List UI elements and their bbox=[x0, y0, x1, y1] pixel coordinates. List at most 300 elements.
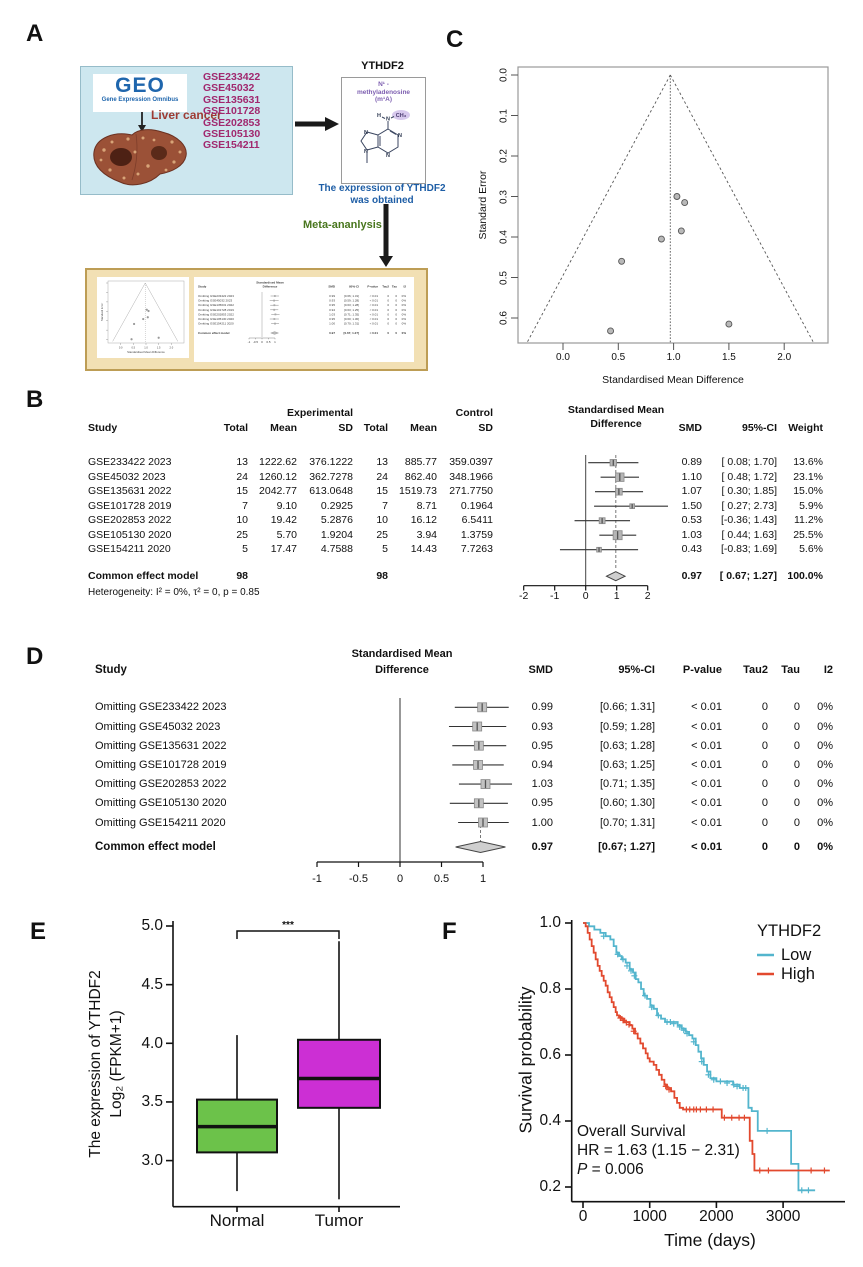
cell-2: 613.0648 bbox=[309, 485, 353, 498]
cell-5: 0.1964 bbox=[460, 499, 493, 512]
summary-ctrl-total: 98 bbox=[376, 570, 388, 583]
mini-cell: 0 bbox=[387, 303, 389, 308]
panel-f-label: F bbox=[442, 918, 457, 945]
cell-5: 359.0397 bbox=[449, 456, 493, 469]
cell-8: 5.6% bbox=[799, 543, 823, 556]
molecule-n-label: N bbox=[397, 132, 402, 139]
study-name: Omitting GSE101728 2019 bbox=[95, 759, 227, 772]
cell-3: 0 bbox=[761, 759, 768, 772]
cell-3: 7 bbox=[382, 499, 388, 512]
gse-dataset-item: GSE233422 bbox=[203, 71, 261, 83]
mini-study: Omitting GSE202853 2022 bbox=[198, 312, 234, 317]
cell-2: < 0.01 bbox=[691, 778, 722, 791]
mini-col-header: Tau bbox=[391, 284, 397, 289]
mini-col-header: 95%-CI bbox=[348, 284, 359, 289]
cell-0: 15 bbox=[236, 485, 248, 498]
molecule-label-line1: N¹ - bbox=[378, 81, 389, 88]
x-tick-label: 0 bbox=[578, 1208, 588, 1226]
mini-cell: < 0.01 bbox=[369, 303, 378, 308]
cell-0: 0.99 bbox=[531, 701, 553, 714]
study-name: GSE202853 2022 bbox=[88, 514, 172, 527]
gse-dataset-item: GSE154211 bbox=[203, 139, 260, 152]
cell-1: [0.60; 1.30] bbox=[599, 797, 655, 810]
funnel-point bbox=[682, 200, 688, 206]
mini-cell: [0.70; 1.31] bbox=[343, 321, 359, 326]
axis-tick-label: -0.5 bbox=[349, 873, 368, 886]
cell-0: 5 bbox=[242, 543, 248, 556]
cell-1: 2042.77 bbox=[259, 485, 297, 498]
y-tick-label: 1.0 bbox=[539, 914, 561, 932]
cell-3: 10 bbox=[376, 514, 388, 527]
mini-cell: 0 bbox=[395, 317, 397, 321]
annotation-line3 bbox=[577, 1160, 644, 1179]
funnel-right bbox=[670, 75, 814, 343]
cell-4: 0 bbox=[793, 739, 800, 752]
summary-smd: 0.97 bbox=[681, 570, 702, 583]
mini-cell: 0 bbox=[395, 298, 397, 303]
cell-7: [ 0.44; 1.63] bbox=[721, 528, 777, 541]
cell-5: 0% bbox=[817, 701, 833, 714]
mini-cell: [0.63; 1.25] bbox=[343, 307, 359, 312]
mini-summary-cell: 0% bbox=[401, 331, 406, 335]
forest-header-line1: Standardised Mean bbox=[351, 648, 453, 661]
mini-cell: 0.99 bbox=[329, 294, 335, 298]
study-name: GSE101728 2019 bbox=[88, 499, 172, 512]
study-name: GSE135631 2022 bbox=[88, 485, 172, 498]
mini-x-tick-label: 2.0 bbox=[169, 346, 174, 350]
cell-4: 0 bbox=[793, 778, 800, 791]
summary-cell-1: [0.67; 1.27] bbox=[598, 841, 655, 854]
col-header-weight: Weight bbox=[788, 422, 823, 435]
mini-cell: [0.66; 1.31] bbox=[343, 294, 359, 298]
mini-summary-cell: < 0.01 bbox=[369, 331, 378, 335]
mini-cell: 0 bbox=[387, 312, 389, 317]
mini-cell: 0.93 bbox=[329, 298, 335, 303]
significance-stars: *** bbox=[282, 919, 294, 931]
cell-6: 0.89 bbox=[681, 456, 702, 469]
summary-weight: 100.0% bbox=[787, 570, 823, 583]
gse-dataset-item: GSE45032 bbox=[203, 82, 255, 95]
annotation-line2: HR = 1.63 (1.15 − 2.31) bbox=[577, 1142, 740, 1160]
meta-arrow-icon bbox=[378, 204, 394, 268]
forest-header-line2: Difference bbox=[375, 664, 429, 677]
cell-0: 1.00 bbox=[531, 816, 553, 829]
cell-5: 348.1966 bbox=[449, 470, 493, 483]
cell-8: 23.1% bbox=[793, 470, 823, 483]
summary-cell-0: 0.97 bbox=[531, 841, 553, 854]
legend-label-low: Low bbox=[781, 945, 812, 964]
axis-tick-label: 2 bbox=[644, 590, 651, 603]
cell-4: 3.94 bbox=[416, 528, 437, 541]
cell-1: [0.63; 1.25] bbox=[599, 759, 655, 772]
y-tick-label: 0.1 bbox=[498, 108, 510, 123]
cell-0: 10 bbox=[236, 514, 248, 527]
cell-3: 0 bbox=[761, 720, 768, 733]
liver-illustration bbox=[88, 126, 192, 192]
cell-4: 885.77 bbox=[404, 456, 437, 469]
mini-summary-cell: 0.97 bbox=[329, 331, 335, 335]
mini-cell: [0.59; 1.28] bbox=[343, 298, 359, 303]
funnel-point bbox=[726, 321, 732, 327]
funnel-point bbox=[674, 194, 680, 200]
mini-cell: 0 bbox=[395, 294, 397, 298]
col-header-study: Study bbox=[95, 663, 127, 676]
mini-study: Omitting GSE105130 2020 bbox=[198, 317, 234, 321]
mini-study: Omitting GSE45032 2023 bbox=[198, 298, 233, 303]
axis-tick-label: -1 bbox=[312, 873, 322, 886]
cell-3: 0 bbox=[761, 778, 768, 791]
mini-header: Standardised Mean bbox=[256, 280, 284, 285]
y-tick-label: 0.4 bbox=[498, 230, 510, 244]
summary-label: Common effect model bbox=[95, 840, 216, 853]
cell-5: 0% bbox=[817, 739, 833, 752]
cell-2: < 0.01 bbox=[691, 739, 722, 752]
panel-e-label: E bbox=[30, 918, 47, 945]
cell-6: 0.53 bbox=[681, 514, 702, 527]
cell-4: 0 bbox=[793, 816, 800, 829]
cell-1: 1260.12 bbox=[259, 470, 297, 483]
x-tick-label: 0.5 bbox=[611, 351, 626, 363]
panel-a-label: A bbox=[26, 20, 44, 47]
mini-col-header: P-value bbox=[367, 284, 378, 289]
cell-1: [0.63; 1.28] bbox=[599, 739, 655, 752]
cell-3: 0 bbox=[761, 797, 768, 810]
cell-1: [0.70; 1.31] bbox=[599, 816, 655, 829]
mini-axis-label: -0.5 bbox=[252, 340, 259, 344]
cell-4: 0 bbox=[793, 720, 800, 733]
mini-col-header: SMD bbox=[328, 284, 335, 289]
mini-cell: 0% bbox=[401, 312, 406, 317]
col-header-I2: I2 bbox=[823, 664, 833, 677]
summary-exp-total: 98 bbox=[236, 570, 248, 583]
mini-cell: < 0.01 bbox=[369, 312, 378, 317]
mini-y-axis-title: Standard Error bbox=[100, 302, 104, 322]
study-name: Omitting GSE105130 2020 bbox=[95, 797, 227, 810]
cell-4: 0 bbox=[793, 797, 800, 810]
mini-cell: 0% bbox=[401, 303, 406, 308]
mini-cell: [0.63; 1.28] bbox=[343, 303, 359, 308]
mini-summary: Common effect model bbox=[198, 331, 230, 335]
cell-6: 1.07 bbox=[681, 485, 702, 498]
col-header-0: Total bbox=[223, 422, 248, 435]
cell-3: 24 bbox=[376, 470, 388, 483]
cell-2: < 0.01 bbox=[691, 797, 722, 810]
cell-8: 11.2% bbox=[794, 514, 823, 527]
geo-logo-subtitle: Gene Expression Omnibus bbox=[101, 97, 179, 103]
x-tick-label: 2.0 bbox=[777, 351, 792, 363]
mini-x-tick-label: 0.0 bbox=[118, 346, 123, 350]
y-tick-label: 0.6 bbox=[539, 1046, 561, 1064]
mini-cell: 0% bbox=[401, 294, 406, 298]
col-header-3: Total bbox=[363, 422, 388, 435]
cell-1: 9.10 bbox=[276, 499, 297, 512]
col-header-study: Study bbox=[88, 422, 118, 435]
cell-2: 362.7278 bbox=[309, 470, 353, 483]
mini-cell: 0 bbox=[395, 303, 397, 308]
mini-col-header: I2 bbox=[403, 284, 406, 289]
col-header-Tau: Tau bbox=[781, 664, 800, 677]
cell-1: [0.66; 1.31] bbox=[599, 701, 655, 714]
y-tick-label: 5.0 bbox=[141, 917, 163, 935]
col-header-ci: 95%-CI bbox=[741, 422, 777, 435]
mini-x-tick-label: 1.0 bbox=[144, 346, 148, 350]
cell-0: 0.95 bbox=[531, 797, 553, 810]
geo-logo bbox=[93, 74, 187, 112]
cell-8: 15.0% bbox=[793, 485, 823, 498]
molecule-label-line2: methyladenosine bbox=[356, 88, 411, 96]
mini-axis-label: 0 bbox=[261, 340, 263, 344]
y-tick-label: 0.2 bbox=[498, 149, 510, 163]
cell-4: 0 bbox=[793, 759, 800, 772]
cell-3: 5 bbox=[382, 543, 388, 556]
mini-summary-cell: 0 bbox=[395, 331, 397, 335]
study-name: Omitting GSE154211 2020 bbox=[95, 816, 226, 829]
cell-4: 14.43 bbox=[410, 543, 437, 556]
mini-forest-card bbox=[194, 277, 414, 362]
cell-5: 1.3759 bbox=[460, 528, 493, 541]
axis-tick-label: -1 bbox=[550, 590, 560, 603]
cell-3: 0 bbox=[761, 739, 768, 752]
molecule-n-label: N bbox=[363, 148, 368, 155]
box bbox=[197, 1100, 277, 1153]
cell-5: 6.5411 bbox=[461, 514, 493, 527]
category-label: Normal bbox=[209, 1211, 265, 1231]
box bbox=[298, 1040, 380, 1108]
cell-6: 0.43 bbox=[681, 543, 702, 556]
cell-1: 1222.62 bbox=[259, 456, 297, 469]
cell-1: 5.70 bbox=[276, 528, 297, 541]
cell-5: 0% bbox=[817, 778, 833, 791]
molecule-box bbox=[341, 77, 426, 184]
legend-title: YTHDF2 bbox=[757, 921, 822, 940]
y-tick-label: 0.6 bbox=[498, 311, 510, 325]
cell-2: 376.1222 bbox=[309, 456, 353, 469]
expression-note-line2: was obtained bbox=[350, 195, 414, 206]
cell-5: 0% bbox=[817, 759, 833, 772]
gse-dataset-item: GSE105130 bbox=[203, 128, 261, 141]
summary-cell-5: 0% bbox=[817, 841, 833, 854]
summary-label: Common effect model bbox=[88, 570, 199, 583]
mini-col-header: Tau2 bbox=[382, 284, 389, 289]
boxplot-e bbox=[166, 921, 400, 1212]
mini-cell: 0 bbox=[387, 298, 389, 303]
cell-3: 25 bbox=[376, 528, 388, 541]
cell-0: 1.03 bbox=[531, 778, 553, 791]
axis-tick-label: 1 bbox=[479, 873, 487, 886]
mini-cell: < 0.01 bbox=[369, 294, 378, 298]
mini-axis-label: 1 bbox=[274, 340, 276, 344]
study-name: Omitting GSE135631 2022 bbox=[95, 739, 227, 752]
cell-7: [-0.83; 1.69] bbox=[720, 543, 777, 556]
cell-4: 16.12 bbox=[410, 514, 437, 527]
cell-1: [0.59; 1.28] bbox=[599, 720, 655, 733]
mini-cell: 0 bbox=[395, 312, 397, 317]
mini-cell: 1.03 bbox=[329, 312, 335, 317]
cell-3: 0 bbox=[761, 816, 768, 829]
x-tick-label: 1.5 bbox=[721, 351, 736, 363]
mini-cell: [0.60; 1.30] bbox=[343, 317, 359, 321]
cell-2: < 0.01 bbox=[691, 720, 722, 733]
mini-cell: < 0.01 bbox=[369, 307, 378, 312]
summary-cell-2: < 0.01 bbox=[691, 841, 722, 854]
x-tick-label: 1.0 bbox=[666, 351, 681, 363]
cell-6: 1.10 bbox=[681, 470, 702, 483]
x-tick-label: 3000 bbox=[765, 1208, 801, 1226]
mini-cell: 0.95 bbox=[329, 303, 335, 308]
gse-dataset-item: GSE135631 bbox=[203, 93, 261, 106]
cell-7: [ 0.48; 1.72] bbox=[721, 470, 777, 483]
x-axis-title: Time (days) bbox=[664, 1230, 756, 1251]
forest-header-line1: Standardised Mean bbox=[567, 404, 665, 417]
cell-5: 0% bbox=[817, 720, 833, 733]
mini-axis-label: -1 bbox=[247, 340, 251, 344]
annotation-line1: Overall Survival bbox=[577, 1123, 686, 1141]
mini-cell: 1.00 bbox=[329, 321, 335, 326]
axis-tick-label: 0.5 bbox=[433, 873, 450, 886]
cell-3: 13 bbox=[376, 456, 388, 469]
axis-tick-label: 0 bbox=[582, 590, 589, 603]
mini-study: Omitting GSE135631 2022 bbox=[198, 303, 234, 308]
study-name: GSE154211 2020 bbox=[88, 543, 171, 556]
cell-2: 4.7588 bbox=[320, 543, 353, 556]
cell-8: 5.9% bbox=[799, 499, 823, 512]
mini-axis-label: 0.5 bbox=[266, 340, 271, 344]
cell-4: 8.71 bbox=[416, 499, 437, 512]
mini-study: Omitting GSE154211 2020 bbox=[198, 321, 234, 326]
summary-ci: [ 0.67; 1.27] bbox=[719, 570, 777, 583]
cell-7: [-0.36; 1.43] bbox=[720, 514, 777, 527]
x-tick-label: 2000 bbox=[699, 1208, 734, 1226]
funnel-left bbox=[527, 75, 671, 343]
y-tick-label: 4.0 bbox=[141, 1034, 163, 1052]
cell-8: 13.6% bbox=[793, 456, 823, 469]
mini-cell: 0 bbox=[387, 307, 389, 312]
cell-1: 19.42 bbox=[270, 514, 297, 527]
legend-label-high: High bbox=[781, 964, 815, 983]
y-axis-title-line2: Log₂ (FPKM+1) bbox=[108, 1010, 125, 1118]
mini-study: Omitting GSE233422 2023 bbox=[198, 294, 234, 298]
mini-x-tick-label: 0.5 bbox=[131, 346, 136, 350]
y-tick-label: 3.0 bbox=[141, 1151, 163, 1169]
plot-border bbox=[518, 67, 828, 343]
mini-study: Omitting GSE101728 2019 bbox=[198, 307, 234, 312]
gse-dataset-list bbox=[203, 72, 260, 152]
mini-cell: 0 bbox=[387, 317, 389, 321]
study-name: GSE45032 2023 bbox=[88, 470, 166, 483]
axis-tick-label: -2 bbox=[519, 590, 529, 603]
col-header-95%-CI: 95%-CI bbox=[618, 664, 655, 677]
mini-header: Study bbox=[198, 284, 207, 289]
cell-0: 0.95 bbox=[531, 739, 553, 752]
cell-7: [ 0.27; 2.73] bbox=[721, 499, 777, 512]
summary-cell-4: 0 bbox=[793, 841, 800, 854]
mini-summary-cell: [0.67; 1.27] bbox=[343, 331, 359, 335]
gene-title: YTHDF2 bbox=[361, 60, 404, 72]
y-tick-label: 0.5 bbox=[498, 270, 510, 285]
molecule-label-line3: (m¹A) bbox=[375, 96, 392, 103]
y-tick-label: 3.5 bbox=[141, 1093, 163, 1111]
axis-tick-label: 1 bbox=[613, 590, 620, 603]
molecule-n-label: N bbox=[385, 152, 390, 159]
funnel-point bbox=[619, 258, 625, 264]
cell-3: 15 bbox=[376, 485, 388, 498]
cell-4: 0 bbox=[793, 701, 800, 714]
liver-cancer-label: Liver cancer bbox=[151, 108, 222, 122]
mini-cell: 0.95 bbox=[329, 317, 335, 321]
mini-cell: < 0.01 bbox=[369, 321, 378, 326]
cell-6: 1.50 bbox=[681, 499, 702, 512]
cell-2: < 0.01 bbox=[691, 701, 722, 714]
mini-cell: 0 bbox=[387, 294, 389, 298]
funnel-point bbox=[658, 236, 664, 242]
forest-header-line2: Difference bbox=[590, 418, 642, 431]
y-tick-label: 0.8 bbox=[539, 980, 561, 998]
cell-4: 1519.73 bbox=[399, 485, 437, 498]
molecule-n-label: N bbox=[385, 116, 390, 122]
cell-1: 17.47 bbox=[270, 543, 297, 556]
col-header-5: SD bbox=[478, 422, 493, 435]
x-tick-label: 0.0 bbox=[556, 351, 570, 363]
cell-5: 7.7263 bbox=[460, 543, 493, 556]
panel-d-label: D bbox=[26, 643, 44, 670]
cell-5: 271.7750 bbox=[449, 485, 493, 498]
mini-x-axis-title: Standardised Mean Difference bbox=[127, 350, 165, 354]
mini-cell: 0 bbox=[395, 307, 397, 312]
right-arrow-icon bbox=[294, 114, 342, 134]
col-header-P-value: P-value bbox=[682, 664, 722, 677]
cell-2: 5.2876 bbox=[320, 514, 353, 527]
y-tick-label: 0.3 bbox=[498, 189, 510, 204]
cell-3: 0 bbox=[761, 701, 768, 714]
y-tick-label: 0.0 bbox=[498, 68, 510, 82]
cell-2: < 0.01 bbox=[691, 816, 722, 829]
x-tick-label: 1000 bbox=[632, 1208, 667, 1226]
mini-cell: [0.71; 1.35] bbox=[343, 312, 359, 317]
adenine-structure-icon bbox=[346, 105, 422, 171]
panel-b-label: B bbox=[26, 386, 44, 413]
mini-cell: 0 bbox=[387, 321, 389, 326]
gse-dataset-item: GSE202853 bbox=[203, 116, 261, 129]
study-name: GSE233422 2023 bbox=[88, 456, 172, 469]
axis-tick-label: 0 bbox=[396, 873, 404, 886]
mini-cell: 0% bbox=[401, 321, 406, 326]
cell-1: [0.71; 1.35] bbox=[599, 778, 655, 791]
funnel-point bbox=[678, 228, 684, 234]
cell-6: 1.03 bbox=[681, 528, 702, 541]
col-header-SMD: SMD bbox=[528, 664, 553, 677]
annotation-p-rest: = 0.006 bbox=[587, 1161, 644, 1179]
mini-cell: < 0.01 bbox=[369, 317, 378, 321]
cell-2: 0.2925 bbox=[320, 499, 353, 512]
mini-cell: < 0.01 bbox=[369, 298, 378, 303]
cell-2: < 0.01 bbox=[691, 759, 722, 772]
cell-0: 7 bbox=[242, 499, 248, 512]
study-name: Omitting GSE45032 2023 bbox=[95, 720, 221, 733]
cell-4: 862.40 bbox=[404, 470, 437, 483]
mini-cell: 0.94 bbox=[329, 307, 335, 312]
mini-funnel-card bbox=[97, 277, 189, 358]
significance-bracket bbox=[237, 931, 339, 939]
col-header-4: Mean bbox=[410, 422, 437, 435]
cell-7: [ 0.30; 1.85] bbox=[721, 485, 777, 498]
molecule-n-label: N bbox=[363, 129, 368, 136]
col-header-2: SD bbox=[338, 422, 353, 435]
y-tick-label: 0.2 bbox=[539, 1178, 561, 1196]
study-name: Omitting GSE202853 2022 bbox=[95, 778, 227, 791]
cell-5: 0% bbox=[817, 816, 833, 829]
mini-cell: 0% bbox=[401, 317, 406, 321]
cell-0: 24 bbox=[236, 470, 248, 483]
